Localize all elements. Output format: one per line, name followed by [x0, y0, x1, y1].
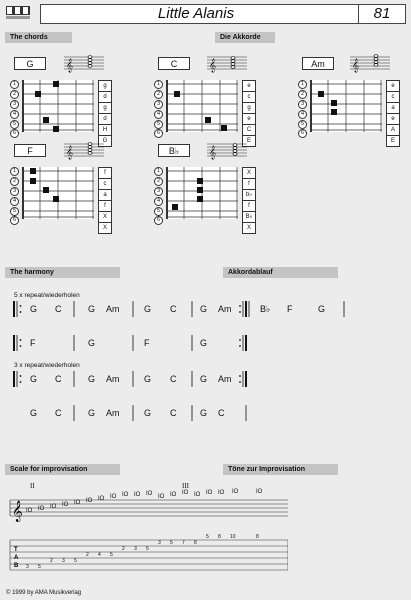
- scale-note: IO: [86, 498, 93, 504]
- svg-text:𝄞: 𝄞: [66, 58, 74, 72]
- tab-fret: 8: [194, 540, 197, 546]
- tab-fret: 3: [134, 546, 137, 552]
- tab-fret: 8: [256, 534, 259, 540]
- chord-symbol: G: [30, 374, 38, 384]
- chord-symbol: G: [30, 304, 38, 314]
- finger-dot: [53, 81, 59, 87]
- fretboard-diagram: [310, 80, 382, 132]
- song-title: Little Alanis: [157, 5, 235, 22]
- scale-note: IO: [256, 489, 263, 495]
- section-harmony-de: Akkordablauf: [223, 267, 338, 278]
- chord-symbol: G: [318, 304, 326, 314]
- scale-note: IO: [170, 492, 177, 498]
- finger-dot: [53, 126, 59, 132]
- fretboard-diagram: [166, 80, 238, 132]
- svg-text:𝄞: 𝄞: [352, 58, 360, 72]
- scale-note: IO: [194, 492, 201, 498]
- finger-dot: [197, 187, 203, 193]
- finger-dot: [221, 125, 227, 131]
- repeat-instruction: 3 x repeat/wiederholen: [14, 362, 80, 369]
- chord-symbol: F: [144, 338, 150, 348]
- chord-symbol: G: [30, 408, 38, 418]
- chord-staff: [207, 52, 247, 74]
- chord-symbol: Am: [106, 408, 120, 418]
- finger-dot: [205, 117, 211, 123]
- chord-symbol: B♭: [260, 304, 271, 314]
- scale-note: IO: [134, 492, 141, 498]
- tab-fret: 5: [110, 552, 113, 558]
- fretboard-diagram: [166, 167, 238, 219]
- tab-fret: 3: [62, 558, 65, 564]
- tab-fret: 5: [206, 534, 209, 540]
- tab-fret: 3: [26, 564, 29, 570]
- section-scale-de: Töne zur Improvisation: [223, 464, 338, 475]
- svg-text:𝄞: 𝄞: [12, 501, 23, 521]
- chord-symbol: C: [170, 374, 177, 384]
- chord-symbol: Am: [218, 304, 232, 314]
- svg-text:B: B: [14, 563, 19, 569]
- finger-dot: [30, 168, 36, 174]
- chord-staff: [350, 52, 390, 74]
- chord-name: G: [14, 57, 46, 70]
- chord-symbol: F: [30, 338, 36, 348]
- chord-notes: e c g e C E: [242, 80, 256, 147]
- finger-dot: [174, 91, 180, 97]
- scale-note: IO: [98, 496, 105, 502]
- chord-symbol: G: [200, 338, 208, 348]
- tab-fret: 10: [230, 534, 236, 540]
- chord-symbol: G: [88, 374, 96, 384]
- chord-notes: e c a e A E: [386, 80, 400, 147]
- chord-symbol: C: [55, 408, 62, 418]
- finger-dot: [318, 91, 324, 97]
- finger-dot: [35, 91, 41, 97]
- chord-staff: [64, 52, 104, 74]
- tab-fret: 5: [170, 540, 173, 546]
- scale-note: IO: [38, 506, 45, 512]
- finger-dot: [172, 204, 178, 210]
- scale-note: IO: [206, 490, 213, 496]
- tab-fret: 2: [50, 558, 53, 564]
- fretboard-diagram: [22, 80, 94, 132]
- finger-dot: [43, 117, 49, 123]
- svg-text:A: A: [14, 555, 19, 561]
- finger-dot: [53, 196, 59, 202]
- chord-symbol: G: [88, 338, 96, 348]
- page-header: [40, 4, 406, 24]
- ama-logo: [6, 6, 30, 20]
- page-number: 81: [358, 5, 405, 23]
- fretboard-diagram: [22, 167, 94, 219]
- chord-symbol: G: [200, 408, 208, 418]
- repeat-instruction: 5 x repeat/wiederholen: [14, 292, 80, 299]
- section-chords-de: Die Akkorde: [215, 32, 275, 43]
- tab-fret: 5: [146, 546, 149, 552]
- chord-symbol: C: [218, 408, 225, 418]
- chord-symbol: G: [88, 304, 96, 314]
- chord-name: F: [14, 144, 46, 157]
- finger-dot: [43, 187, 49, 193]
- chord-notes: X f b♭ f B♭ X: [242, 167, 256, 234]
- chord-symbol: C: [55, 374, 62, 384]
- finger-dot: [331, 100, 337, 106]
- bar-lines: [12, 300, 352, 318]
- finger-dot: [197, 178, 203, 184]
- tab-fret: 2: [122, 546, 125, 552]
- chord-staff: [207, 139, 247, 161]
- chord-name: C: [158, 57, 190, 70]
- bar-lines: [12, 334, 262, 352]
- scale-note: IO: [62, 502, 69, 508]
- chord-symbol: C: [170, 304, 177, 314]
- chord-staff: [64, 139, 104, 161]
- chord-symbol: Am: [218, 374, 232, 384]
- scale-note: IO: [110, 494, 117, 500]
- chord-symbol: G: [144, 304, 152, 314]
- tab-fret: 2: [86, 552, 89, 558]
- tab-fret: 3: [158, 540, 161, 546]
- position-marker: III: [182, 482, 189, 490]
- chord-symbol: Am: [106, 304, 120, 314]
- scale-note: IO: [182, 490, 189, 496]
- chord-notes: f c a f X X: [98, 167, 112, 234]
- tab-fret: 5: [38, 564, 41, 570]
- tab-fret: 5: [74, 558, 77, 564]
- scale-note: IO: [218, 490, 225, 496]
- chord-symbol: G: [200, 374, 208, 384]
- svg-text:𝄞: 𝄞: [209, 58, 217, 72]
- finger-dot: [197, 196, 203, 202]
- chord-symbol: C: [55, 304, 62, 314]
- chord-name: Am: [302, 57, 334, 70]
- chord-symbol: G: [144, 408, 152, 418]
- scale-note: IO: [26, 508, 33, 514]
- copyright: © 1999 by AMA Musikverlag: [6, 590, 82, 596]
- chord-symbol: G: [200, 304, 208, 314]
- finger-dot: [331, 109, 337, 115]
- section-scale-en: Scale for improvisation: [5, 464, 120, 475]
- finger-dot: [30, 178, 36, 184]
- scale-note: IO: [232, 489, 239, 495]
- section-harmony-en: The harmony: [5, 267, 120, 278]
- tab-fret: 7: [182, 540, 185, 546]
- svg-text:𝄞: 𝄞: [209, 145, 217, 159]
- chord-name: B♭: [158, 144, 190, 157]
- tab-fret: 8: [218, 534, 221, 540]
- chord-notes: g d g d H G: [98, 80, 112, 147]
- svg-text:𝄞: 𝄞: [66, 145, 74, 159]
- tab-fret: 4: [98, 552, 101, 558]
- chord-symbol: F: [287, 304, 293, 314]
- chord-symbol: C: [170, 408, 177, 418]
- section-chords-en: The chords: [5, 32, 72, 43]
- scale-note: IO: [50, 504, 57, 510]
- svg-text:T: T: [14, 547, 18, 553]
- scale-note: IO: [158, 494, 165, 500]
- chord-symbol: G: [88, 408, 96, 418]
- scale-note: IO: [122, 492, 129, 498]
- chord-symbol: Am: [106, 374, 120, 384]
- scale-note: IO: [74, 500, 81, 506]
- scale-note: IO: [146, 491, 153, 497]
- position-marker: II: [30, 482, 35, 490]
- chord-symbol: G: [144, 374, 152, 384]
- tab-staff: [6, 530, 288, 576]
